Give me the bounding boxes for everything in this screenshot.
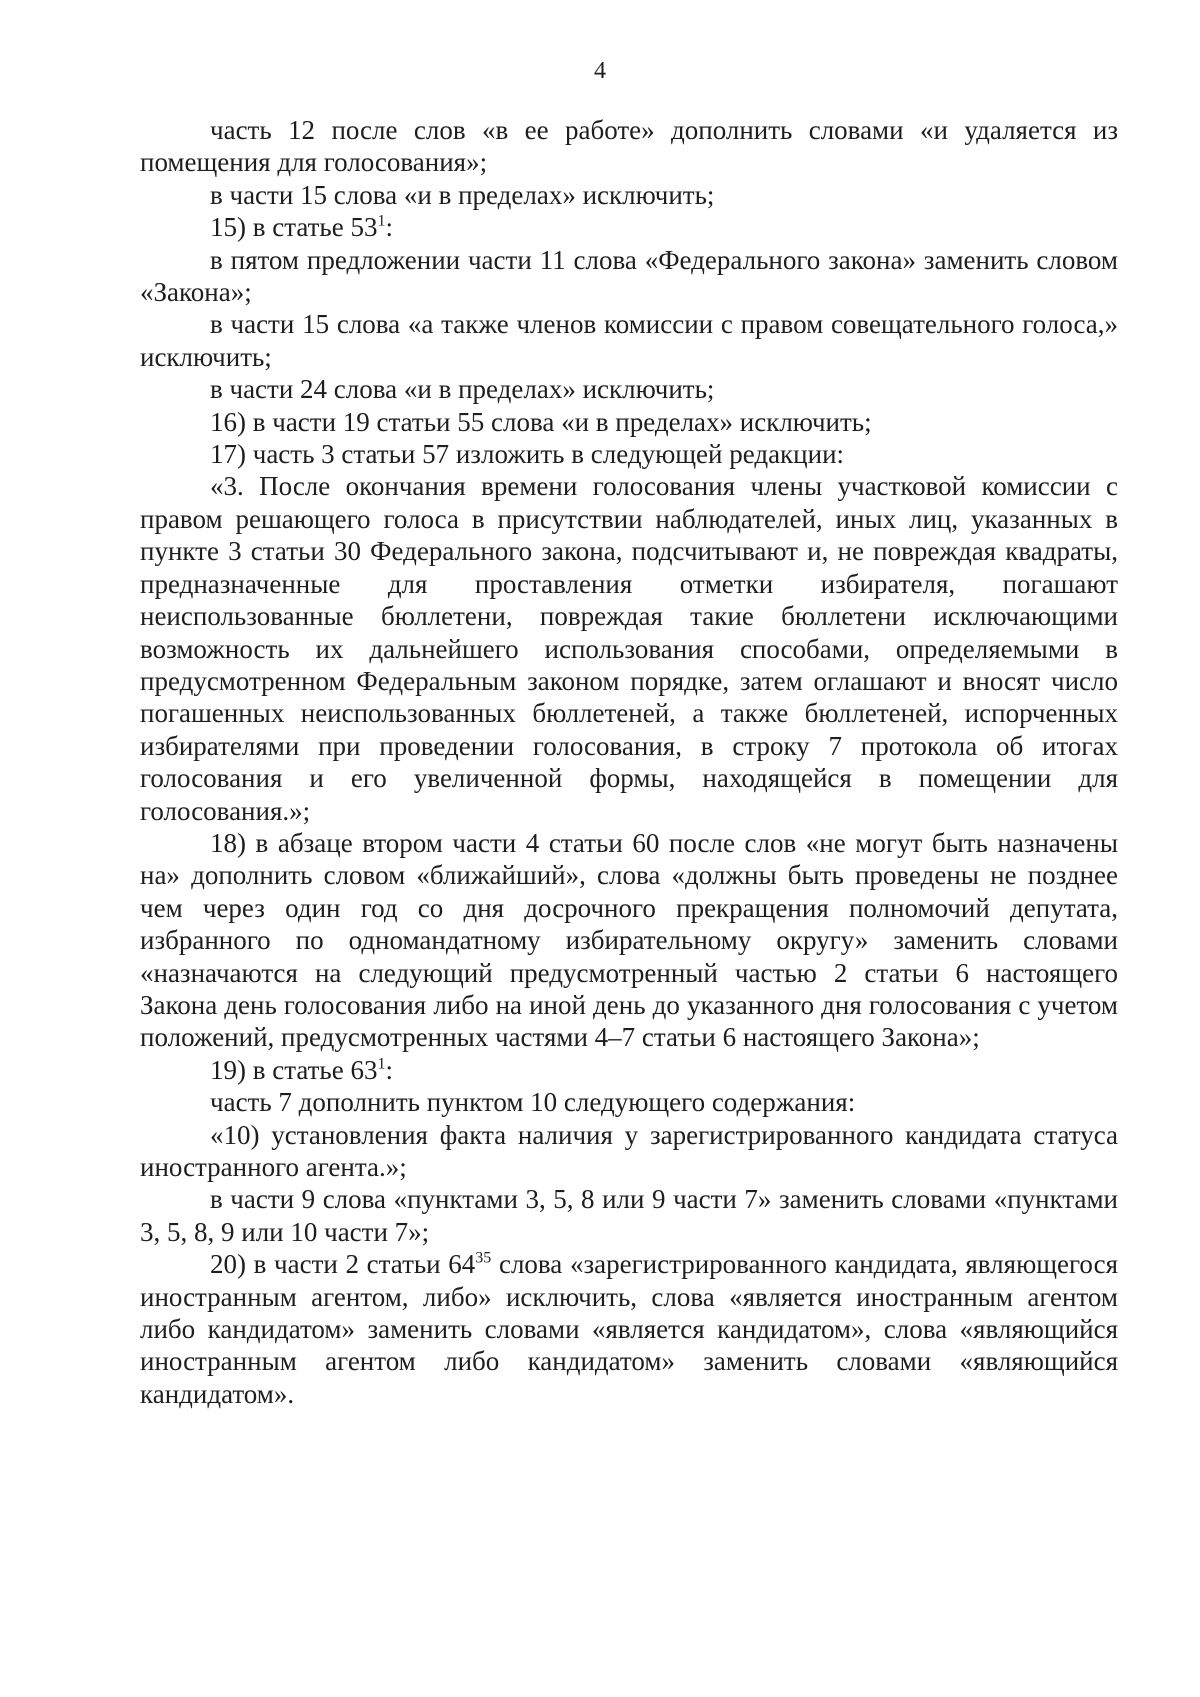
superscript: 1 [377, 1055, 386, 1073]
paragraph: в части 9 слова «пунктами 3, 5, 8 или 9 части 7» заменить словами «пунктами 3, 5, 8, 9 или 10 части 7»; [140, 1184, 1118, 1247]
paragraph: часть 12 после слов «в ее работе» дополнить словами «и удаляется из помещения для голосования»; [140, 115, 1118, 178]
paragraph: в части 24 слова «и в пределах» исключить; [210, 374, 715, 405]
paragraph-with-superscript [140, 1248, 1118, 1410]
superscript: 1 [377, 212, 386, 230]
paragraph: «3. После окончания времени голосования члены участковой комиссии с правом решающего голоса в присутствии наблюдателей, иных лиц, указанных в пункте 3 статьи 30 Федерального закона, подсчитывают и, не повреждая квадраты, предназначенные для проставления отметки избирателя, погашают неиспользованные бюллетени, повреждая такие бюллетени исключающими возможность их дальнейшего использования способами, определяемыми в предусмотренном Федеральным законом порядке, затем оглашают и вносят число погашенных неиспользованных бюллетеней, а также бюллетеней, испорченных избирателями при проведении голосования, в строку 7 протокола об итогах голосования и его увеличенной формы, находящейся в помещении для голосования.»; [140, 471, 1118, 826]
paragraph-text: : [385, 1054, 393, 1085]
paragraph-text: слова «зарегистрированного кандидата, являющегося иностранным агентом, либо» исключить, слова «является иностранным агентом либо кандидатом» заменить словами «является кандидатом», слова «являющийся иностранным агентом либо кандидатом» заменить словами «являющийся кандидатом». [140, 1249, 1118, 1409]
paragraph: в части 15 слова «а также членов комиссии с правом совещательного голоса,» исключить; [140, 309, 1118, 372]
paragraph: 16) в части 19 статьи 55 слова «и в пределах» исключить; [210, 406, 872, 437]
paragraph-with-superscript [140, 211, 1118, 243]
paragraph-text: 19) в статье 63 [210, 1054, 378, 1085]
paragraph: «10) установления факта наличия у зарегистрированного кандидата статуса иностранного агента.»; [140, 1119, 1118, 1182]
paragraph: в пятом предложении части 11 слова «Федерального закона» заменить словом «Закона»; [140, 244, 1118, 308]
paragraph-with-superscript [140, 1054, 1118, 1086]
document-body [140, 114, 1118, 1410]
paragraph-text: : [385, 212, 393, 243]
paragraph: в части 15 слова «и в пределах» исключить; [210, 179, 715, 210]
paragraph: 17) часть 3 статьи 57 изложить в следующей редакции: [210, 439, 845, 470]
superscript: 35 [475, 1249, 492, 1267]
paragraph-text: 15) в статье 53 [210, 212, 378, 243]
paragraph: часть 7 дополнить пунктом 10 следующего содержания: [210, 1087, 856, 1118]
page-number: 4 [594, 58, 606, 84]
paragraph: 18) в абзаце втором части 4 статьи 60 после слов «не могут быть назначены на» дополнить словом «ближайший», слова «должны быть проведены не позднее чем через один год со дня досрочного прекращения полномочий депутата, избранного по одномандатному избирательному округу» заменить словами «назначаются на следующий предусмотренный частью 2 статьи 6 настоящего Закона день голосования либо на иной день до указанного дня голосования с учетом положений, предусмотренных частями 4–7 статьи 6 настоящего Закона»; [140, 827, 1118, 1053]
paragraph-text: 20) в части 2 статьи 64 [210, 1249, 476, 1280]
